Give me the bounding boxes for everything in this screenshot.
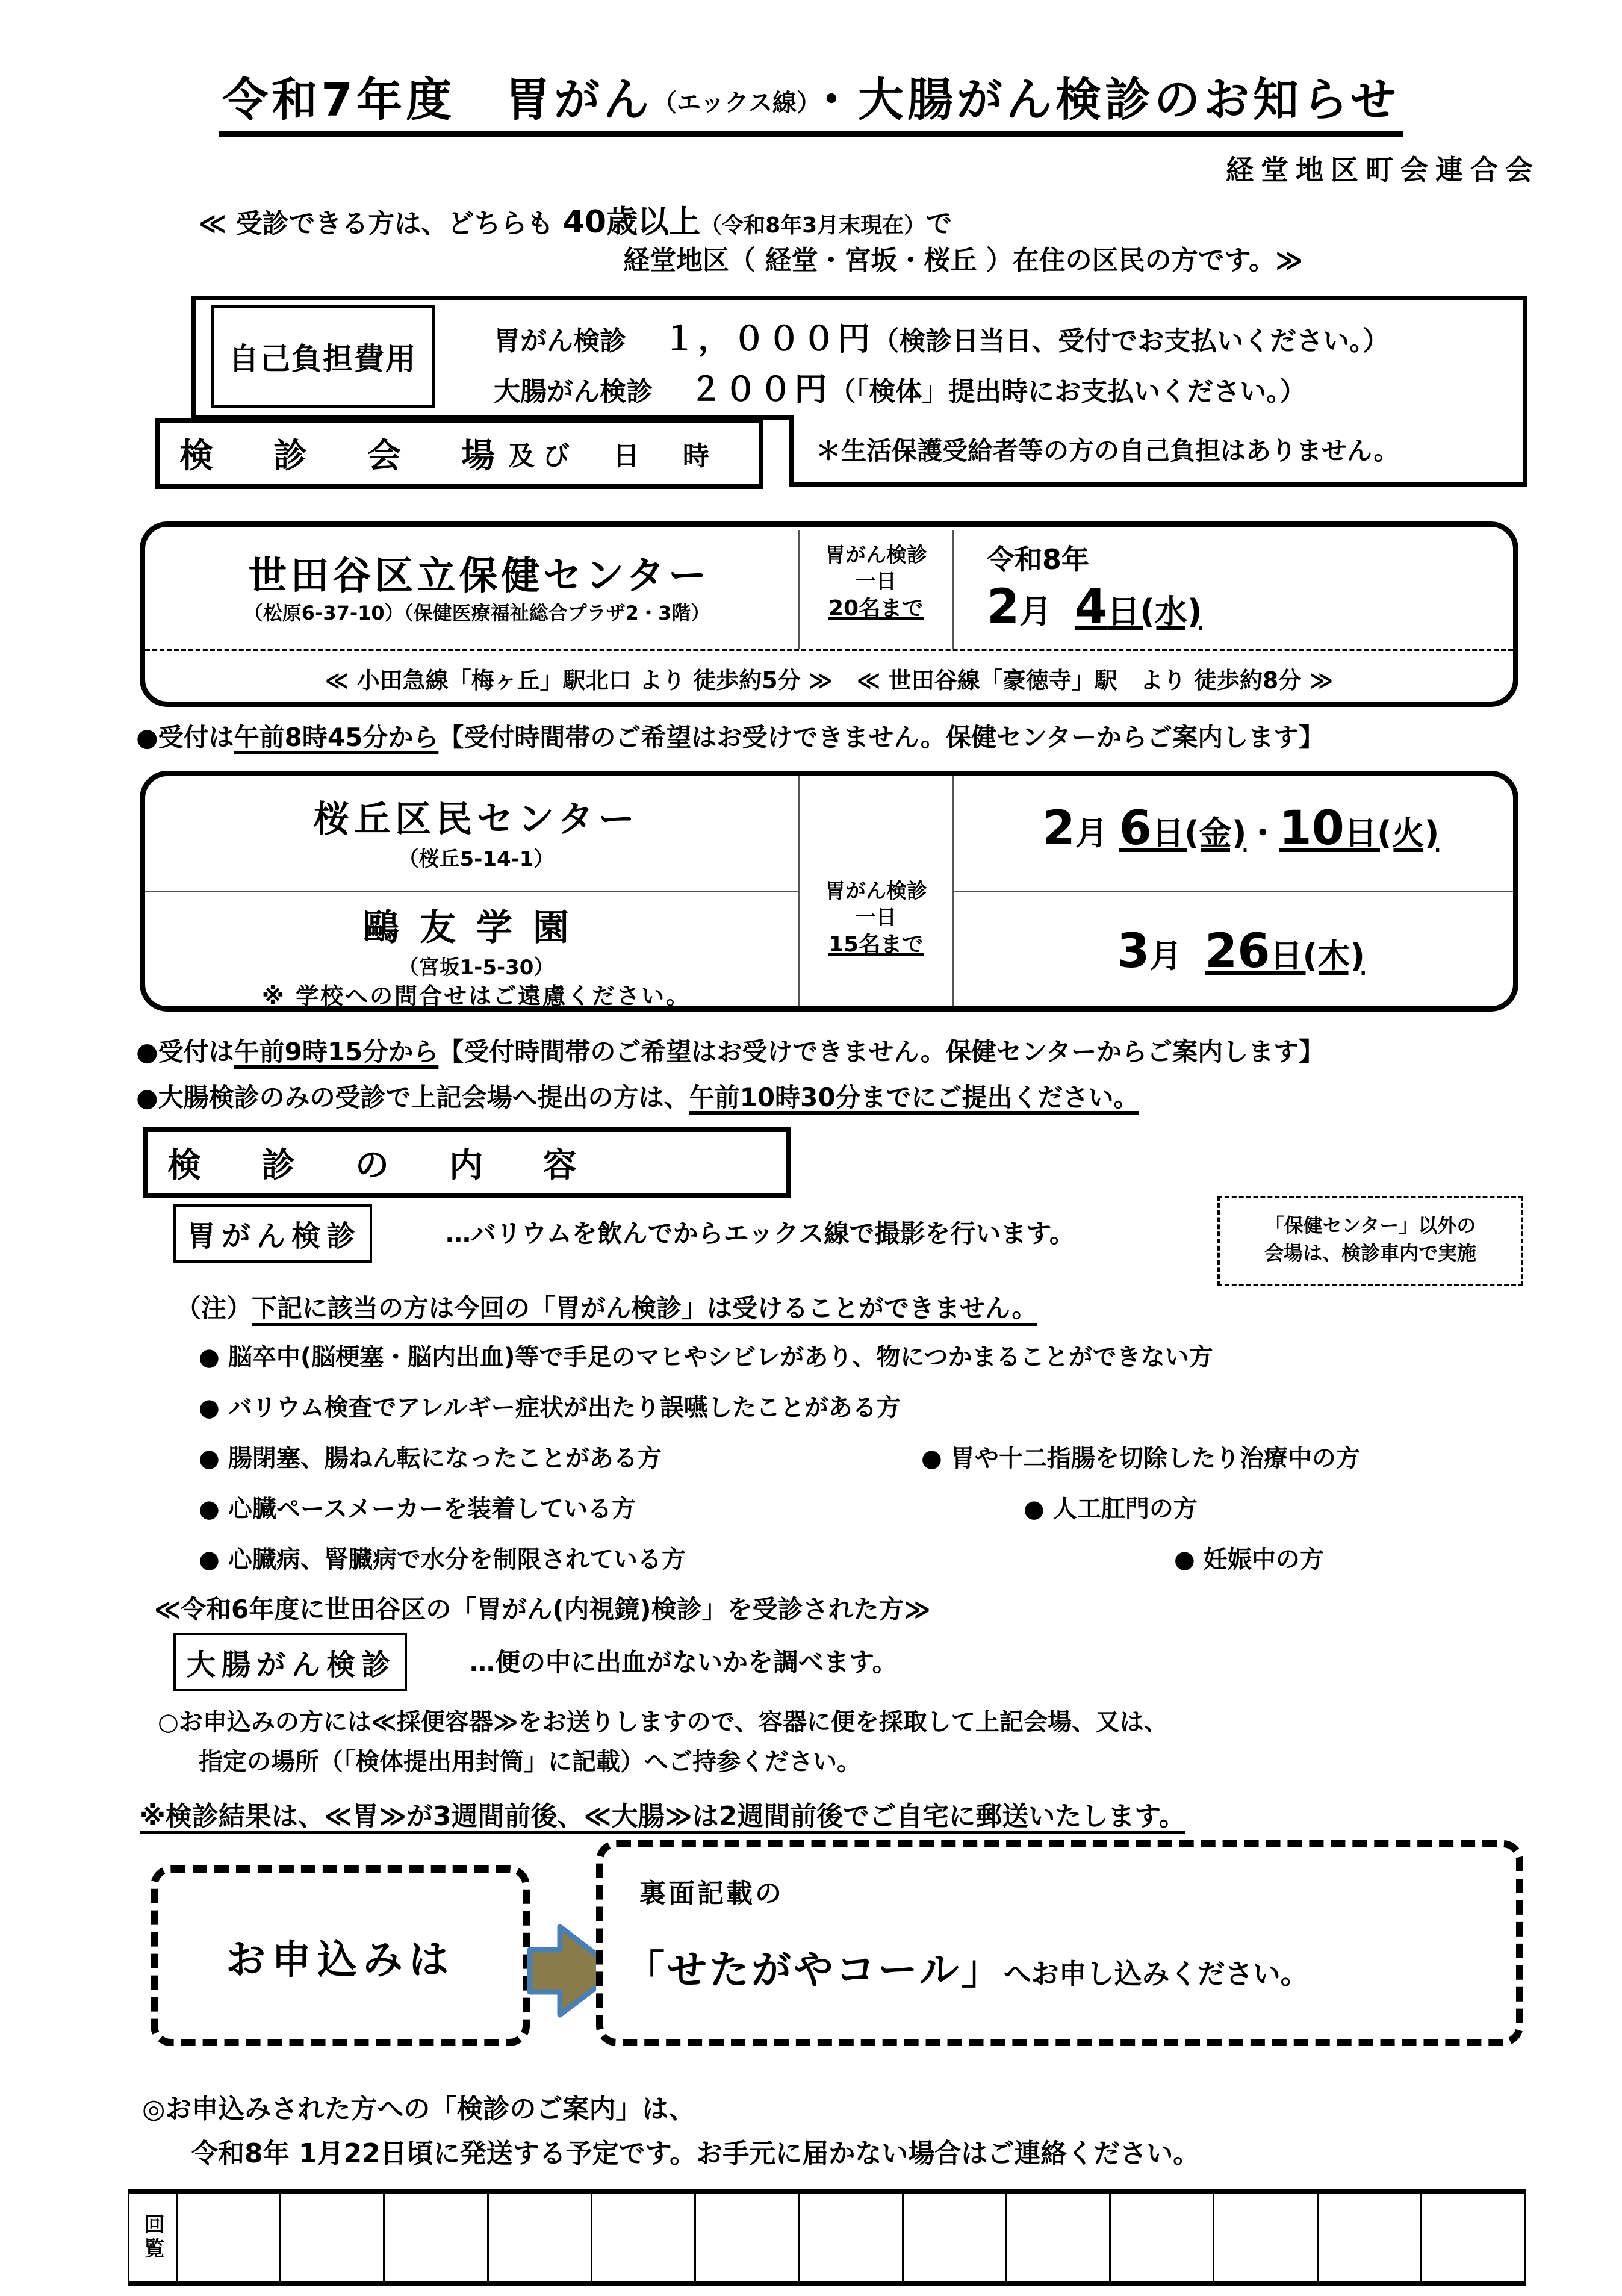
circulation-blank-cell[interactable] <box>1214 2194 1318 2281</box>
apply-label-box: お申込みは <box>151 1865 530 2046</box>
venue2-divider-1 <box>798 776 800 1006</box>
circulation-blank-cell[interactable] <box>178 2194 281 2281</box>
venue1-access-1: ≪ 小田急線「梅ヶ丘」駅北口 より 徒歩約5分 ≫ <box>325 667 833 694</box>
exclusion-item: ● 脳卒中(脳梗塞・脳内出血)等で手足のマヒやシビレがあり、物につかまることができない方 <box>199 1343 1213 1371</box>
fee-label: 自己負担費用 <box>211 305 435 408</box>
fee-amount-gastric: １，０００円 <box>663 320 873 358</box>
fee-row-gastric: 胃がん検診 １，０００円（検診日当日、受付でお支払いください。） <box>494 320 1390 358</box>
reception-time-1: 午前8時45分から <box>234 723 439 752</box>
exclusion-final-item: ≪令和6年度に世田谷区の「胃がん(内視鏡)検診」を受診された方≫ <box>154 1594 931 1624</box>
circulation-label: 回覧 <box>129 2194 178 2281</box>
mobile-van-note-line2: 会場は、検診車内で実施 <box>1264 1242 1476 1265</box>
eligibility-age: 40歳以上 <box>562 204 701 240</box>
venue1-monthday: 2月 4日(水) <box>987 580 1202 634</box>
colon-exam-description: …便の中に出血がないかを調べます。 <box>470 1647 898 1677</box>
final-notice-line-1: ◎お申込みされた方への「検診のご案内」は、 <box>142 2094 695 2124</box>
exclusion-item: ● 心臓病、腎臓病で水分を制限されている方 <box>199 1546 686 1573</box>
fee-welfare-note: ＊生活保護受給者等の方の自己負担はありません。 <box>816 436 1399 465</box>
colon-note-line-2: 指定の場所（「検体提出用封筒」に記載）へご持参ください。 <box>199 1748 861 1776</box>
venue1-access-2: ≪ 世田谷線「豪徳寺」駅 より 徒歩約8分 ≫ <box>856 667 1334 694</box>
exclusion-item: ● 人工肛門の方 <box>1024 1495 1198 1523</box>
fee-box-step-vertical <box>789 415 794 487</box>
venue2-rowline-right <box>954 891 1513 892</box>
exclusion-item: ● 胃や十二指腸を切除したり治療中の方 <box>921 1445 1360 1472</box>
exclusion-item: ● バリウム検査でアレルギー症状が出たり誤嚥したことがある方 <box>199 1394 901 1422</box>
venue1-divider-2 <box>952 530 954 649</box>
venue1-dashed-separator <box>145 649 1513 651</box>
colon-submission-deadline: 午前10時30分までにご提出ください。 <box>689 1083 1139 1112</box>
apply-instruction-line1: 裏面記載の <box>639 1878 784 1909</box>
section-header-content: 検 診 の 内 容 <box>143 1127 791 1198</box>
setagaya-call-name: 「せたがやコール」 <box>625 1947 1004 1993</box>
venue2b-address: （宮坂1-5-30） <box>398 956 555 980</box>
exclusion-item: ● 腸閉塞、腸ねん転になったことがある方 <box>199 1445 662 1472</box>
venue2-rowline-left <box>145 891 798 892</box>
venue1-address: （松原6-37-10）（保健医療福祉総合プラザ2・3階） <box>243 602 710 624</box>
venue1-capacity-line3: 20名まで <box>828 596 924 621</box>
eligibility-asof: （令和8年3月末現在） <box>700 213 926 238</box>
section-header-venues: 検 診 会 場 及び 日 時 <box>155 418 763 489</box>
fee-box-right-edge <box>1523 415 1527 487</box>
exclusion-heading: （注）下記に該当の方は今回の「胃がん検診」は受けることができません。 <box>176 1293 1037 1323</box>
circulation-blank-cell[interactable] <box>800 2194 903 2281</box>
venue2-capacity-line2: 一日 <box>856 905 896 930</box>
title-xray-paren: （エックス線） <box>653 89 809 117</box>
mobile-van-note <box>1217 1196 1523 1286</box>
eligibility-line-2: 経堂地区（ 経堂・宮坂・桜丘 ）在住の区民の方です。≫ <box>623 245 1304 276</box>
colon-note-line-1: ○お申込みの方には≪採便容器≫をお送りしますので、容器に便を採取して上記会場、又は、 <box>158 1708 1168 1736</box>
venue1-access <box>145 662 1513 695</box>
circulation-blank-cell[interactable] <box>385 2194 488 2281</box>
circulation-blank-cell[interactable] <box>281 2194 385 2281</box>
venue1-capacity-line2: 一日 <box>856 569 896 594</box>
circulation-blank-cell[interactable] <box>489 2194 592 2281</box>
circulation-blank-cell[interactable] <box>1422 2194 1524 2281</box>
venue2a-name: 桜丘区民センター <box>313 798 639 841</box>
apply-instruction-line2: 「せたがやコール」へお申し込みください。 <box>625 1947 1308 1993</box>
reception-time-2: 午前9時15分から <box>234 1037 439 1066</box>
result-mailing-note: ※検診結果は、≪胃≫が3週間前後、≪大腸≫は2週間前後でご自宅に郵送いたします。 <box>140 1801 1185 1832</box>
fee-amount-colon: ２００円 <box>689 370 830 408</box>
gastric-exam-description: …バリウムを飲んでからエックス線で撮影を行います。 <box>446 1219 1075 1248</box>
venue2-date-row1: 2月 6日(金)・10日(火) <box>1042 801 1440 856</box>
venue2-date-row2: 3月 26日(木) <box>1117 924 1365 978</box>
section-header-venues-sub: 及び 日 時 <box>508 441 718 471</box>
circulation-blank-cell[interactable] <box>592 2194 696 2281</box>
venue2-capacity <box>801 879 951 959</box>
venue1-name: 世田谷区立保健センター <box>248 554 710 599</box>
venue-box-2 <box>140 771 1518 1012</box>
colon-submission-notice: ●大腸検診のみの受診で上記会場へ提出の方は、午前10時30分までにご提出ください。 <box>136 1083 1139 1112</box>
page-title <box>0 73 1622 137</box>
circulation-blank-cell[interactable] <box>904 2194 1007 2281</box>
venue2a-address: （桜丘5-14-1） <box>398 847 555 871</box>
venue1-date <box>957 538 1547 634</box>
apply-instruction-box <box>596 1840 1523 2046</box>
circulation-blank-cell[interactable] <box>696 2194 800 2281</box>
organization-name: 経堂地区町会連合会 <box>1226 154 1540 186</box>
exclusion-item: ● 心臓ペースメーカーを装着している方 <box>199 1495 636 1523</box>
venue1-divider-1 <box>798 530 800 649</box>
circulation-blank-cell[interactable] <box>1007 2194 1111 2281</box>
venue1-capacity-line1: 胃がん検診 <box>825 543 927 567</box>
fee-box-bottom-right <box>789 482 1527 487</box>
venue2b-note: ※ 学校への問合せはご遠慮ください。 <box>261 983 691 1009</box>
eligibility-line-1: ≪ 受診できる方は、どちらも 40歳以上（令和8年3月末現在）で <box>199 204 952 240</box>
title-text: 令和7年度 胃がん（エックス線）・大腸がん検診のお知らせ <box>219 77 1403 137</box>
circulation-blank-cell[interactable] <box>1111 2194 1214 2281</box>
reception-notice-1: ●受付は午前8時45分から【受付時間帯のご希望はお受けできません。保健センターからご案内します】 <box>136 723 1325 752</box>
circulation-table <box>128 2189 1526 2286</box>
circulation-blank-cell[interactable] <box>1319 2194 1422 2281</box>
venue2-capacity-line1: 胃がん検診 <box>825 879 927 903</box>
venue1-capacity <box>801 543 951 623</box>
exclusion-heading-text: 下記に該当の方は今回の「胃がん検診」は受けることができません。 <box>252 1293 1037 1323</box>
colon-exam-label: 大腸がん検診 <box>173 1633 407 1691</box>
fee-row-colon: 大腸がん検診 ２００円（「検体」提出時にお支払いください。） <box>494 370 1307 408</box>
venue2b-name: 鷗友学園 <box>363 907 589 949</box>
venue1-year: 令和8年 <box>987 543 1090 576</box>
mobile-van-note-line1: 「保健センター」以外の <box>1264 1214 1476 1237</box>
final-notice-line-2: 令和8年 1月22日頃に発送する予定です。お手元に届かない場合はご連絡ください。 <box>191 2138 1200 2169</box>
exclusion-item: ● 妊娠中の方 <box>1174 1546 1324 1573</box>
gastric-exam-label: 胃がん検診 <box>173 1204 372 1263</box>
venue-box-1 <box>140 521 1518 707</box>
venue2-capacity-line3: 15名まで <box>828 932 924 957</box>
reception-notice-2: ●受付は午前9時15分から【受付時間帯のご希望はお受けできません。保健センターからご案内します】 <box>136 1037 1325 1066</box>
